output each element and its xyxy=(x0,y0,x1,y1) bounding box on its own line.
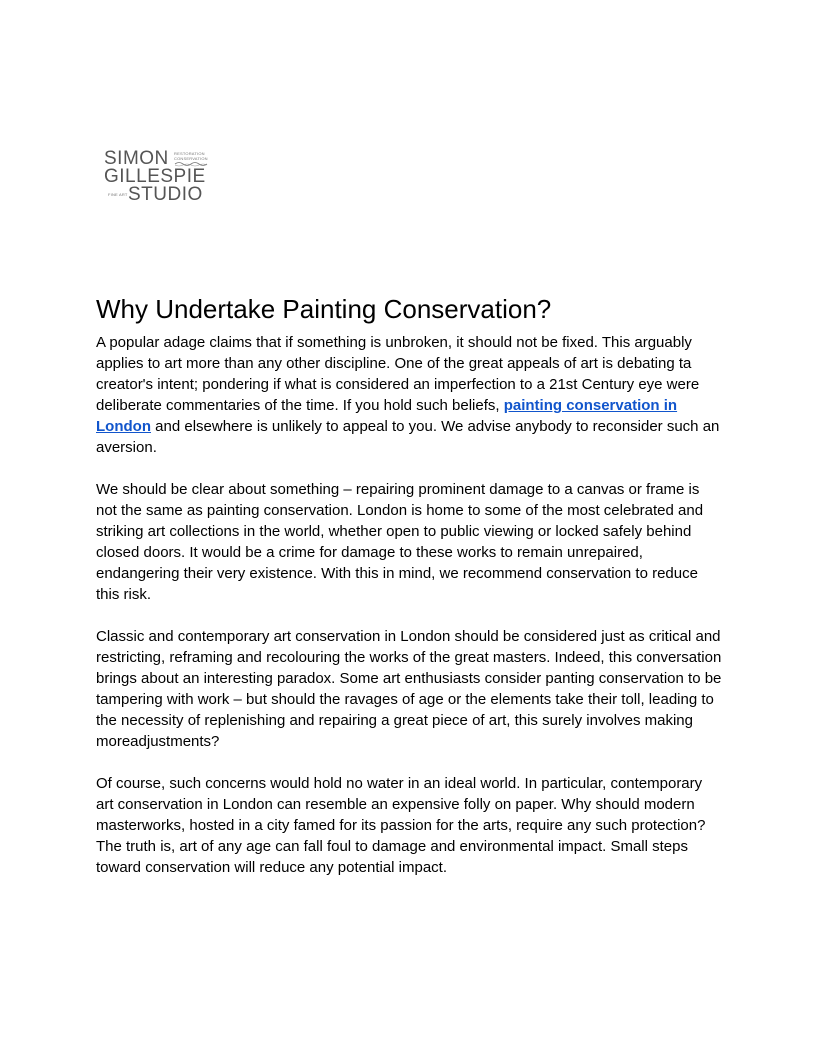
article xyxy=(96,292,722,899)
logo-line-gillespie: GILLESPIE xyxy=(104,166,206,187)
article-title: Why Undertake Painting Conservation? xyxy=(96,294,552,324)
paragraph-3: Classic and contemporary art conservation in London should be considered just as critical and restricting, reframing and recolouring the works of the great masters. Indeed, this conversation brings about an interesting paradox. Some art enthusiasts consider panting conservation to be tampering with work – but should the ravages of age or the elements take their toll, leading to the necessity of replenishing and repairing a great piece of art, this surely involves making moreadjustments? xyxy=(96,628,722,750)
paragraph-1 xyxy=(96,332,722,458)
paragraph-1-text-before-link: A popular adage claims that if something is unbroken, it should not be fixed. This arguably applies to art more than any other discipline. One of the great appeals of art is debating ta creator's intent; pondering if what is considered an imperfection to a 21st Century eye were deliberate commentaries of the time. If you hold such beliefs, xyxy=(96,334,700,414)
logo-small-text-1: RESTORATION xyxy=(174,151,205,156)
paragraph-1-text-after-link: and elsewhere is unlikely to appeal to you. We advise anybody to reconsider such an aversion. xyxy=(96,418,720,456)
painting-conservation-link[interactable]: painting conservation in London xyxy=(96,397,678,435)
company-logo xyxy=(104,147,214,207)
logo-small-text-2: CONSERVATION xyxy=(174,156,208,161)
paragraph-4: Of course, such concerns would hold no water in an ideal world. In particular, contemporary art conservation in London can resemble an expensive folly on paper. Why should modern masterworks, hosted in a city famed for its passion for the arts, require any such protection? The truth is, art of any age can fall foul to damage and environmental impact. Small steps toward conservation will reduce any potential impact. xyxy=(96,775,706,876)
logo-line-studio: STUDIO xyxy=(128,184,203,205)
paragraph-2: We should be clear about something – repairing prominent damage to a canvas or frame is not the same as painting conservation. London is home to some of the most celebrated and striking art collections in the world, whether open to public viewing or locked safely behind closed doors. It would be a crime for damage to these works to remain unrepaired, endangering their very existence. With this in mind, we recommend conservation to reduce this risk. xyxy=(96,481,704,603)
logo-small-text-3: FINE ART xyxy=(108,192,128,197)
logo-line-simon: SIMON xyxy=(104,148,169,169)
